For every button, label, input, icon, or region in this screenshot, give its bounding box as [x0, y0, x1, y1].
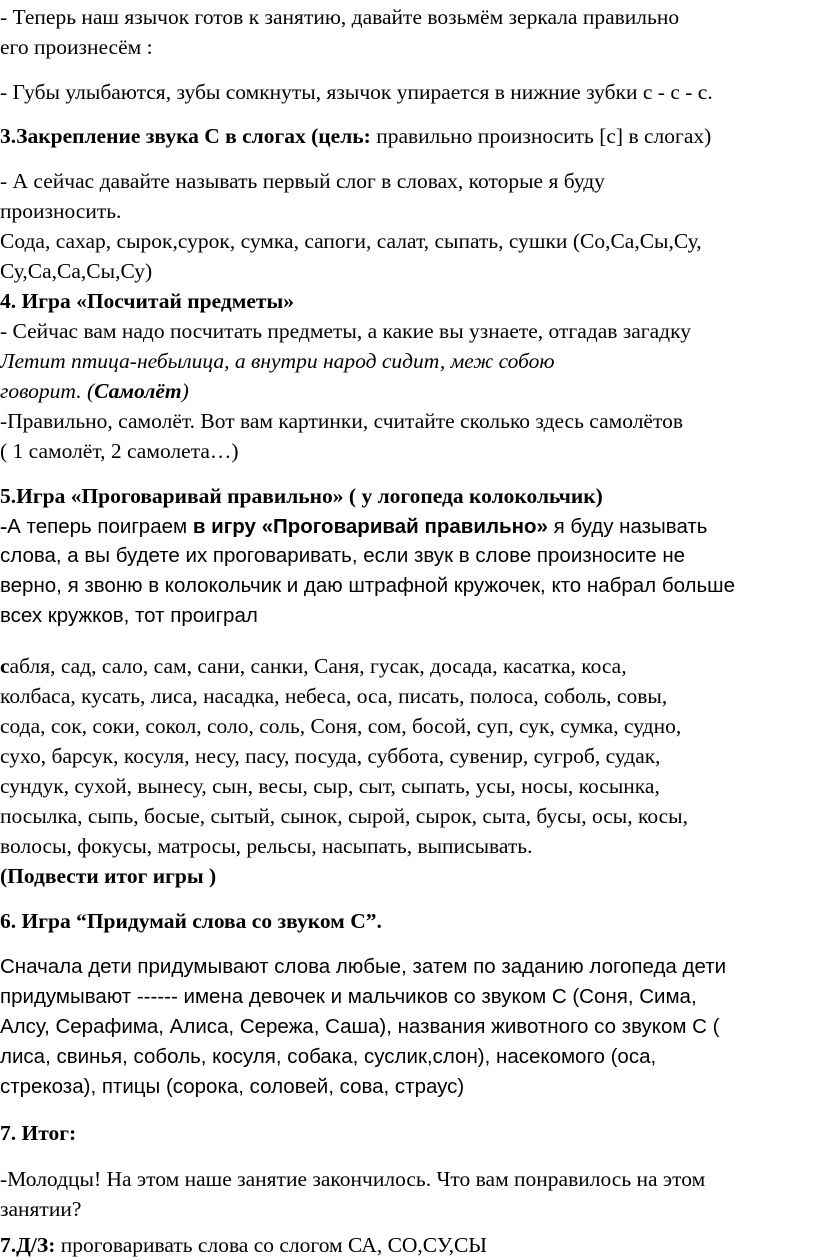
word-list-line [0, 651, 627, 681]
section-heading-4: 4. Игра «Посчитай предметы» [0, 289, 295, 313]
paragraph-line: - Теперь наш язычок готов к занятию, давайте возьмём зеркала правильно [0, 5, 680, 29]
summary-note: (Подвести итог игры ) [0, 864, 217, 888]
riddle-line [0, 376, 189, 406]
word-list-line: волосы, фокусы, матросы, рельсы, насыпать, выписывать. [0, 834, 533, 858]
text-run-bold: в игру «Проговаривай правильно» [192, 515, 548, 538]
word-list-line: сундук, сухой, вынесу, сын, весы, сыр, сыт, сыпать, усы, носы, косынка, [0, 774, 660, 798]
word-list-line: колбаса, кусать, лиса, насадка, небеса, оса, писать, полоса, соболь, совы, [0, 684, 668, 708]
dash: - [0, 514, 8, 538]
paragraph-line: лиса, свинья, соболь, косуля, собака, суслик,слон), насекомого (оса, [0, 1045, 657, 1068]
riddle-line: Летит птица-небылица, а внутри народ сидит, меж собою [0, 349, 555, 373]
word-list-line: сода, сок, соки, сокол, соло, соль, Соня, сом, босой, суп, сук, сумка, судно, [0, 714, 682, 738]
word-list-line: сухо, барсук, косуля, несу, пасу, посуда, суббота, сувенир, сугроб, судак, [0, 744, 661, 768]
homework-label: 7.Д/З: [0, 1233, 56, 1257]
section-heading-6: 6. Игра “Придумай слова со звуком С”. [0, 909, 382, 933]
homework-line [0, 1230, 487, 1260]
paragraph-line: слова, а вы будете их проговаривать, если звук в слове произносите не [0, 544, 686, 567]
paragraph-line: - Сейчас вам надо посчитать предметы, а какие вы узнаете, отгадав загадку [0, 319, 692, 343]
paragraph-line: Алсу, Серафима, Алиса, Сережа, Саша), названия животного со звуком С ( [0, 1015, 720, 1038]
paragraph-line: Су,Са,Са,Сы,Су) [0, 259, 153, 283]
paragraph-line: стрекоза), птицы (сорока, соловей, сова, страус) [0, 1075, 465, 1098]
text-run: А теперь поиграем [7, 515, 193, 538]
paragraph-line [0, 511, 707, 542]
section-heading-3 [0, 121, 711, 151]
homework-text: проговаривать слова со слогом СА, СО,СУ,СЫ [55, 1233, 488, 1257]
paragraph-line: -Молодцы! На этом наше занятие закончилось. Что вам понравилось на этом [0, 1167, 706, 1191]
heading-rest: правильно произносить [с] в слогах) [370, 124, 712, 148]
paragraph-line: - Губы улыбаются, зубы сомкнуты, язычок упирается в нижние зубки с - с - с. [0, 80, 713, 104]
section-heading-7: 7. Итог: [0, 1121, 77, 1145]
paragraph-line: Сначала дети придумывают слова любые, затем по заданию логопеда дети [0, 955, 727, 978]
paragraph-line: занятии? [0, 1197, 82, 1221]
riddle-text: говорит. ( [0, 379, 95, 403]
word-list-line: посылка, сыпь, босые, сытый, сынок, сырой, сырок, сыта, бусы, осы, косы, [0, 804, 688, 828]
paragraph-line: Сода, сахар, сырок,сурок, сумка, сапоги, салат, сыпать, сушки (Со,Са,Сы,Су, [0, 229, 702, 253]
paragraph-line: всех кружков, тот проиграл [0, 604, 258, 627]
heading-bold: 3.Закрепление звука С в слогах (цель: [0, 124, 371, 148]
paragraph-line: придумывают ------ имена девочек и мальчиков со звуком С (Соня, Сима, [0, 985, 697, 1008]
paragraph-line: верно, я звоню в колокольчик и даю штрафной кружочек, кто набрал больше [0, 574, 736, 597]
paragraph-line: -Правильно, самолёт. Вот вам картинки, считайте сколько здесь самолётов [0, 409, 683, 433]
text-run: я буду называть [547, 515, 708, 538]
word-list-text: абля, сад, сало, сам, сани, санки, Саня, гусак, досада, касатка, коса, [9, 654, 627, 678]
first-letter: с [0, 654, 10, 678]
riddle-answer: Самолёт [94, 379, 182, 403]
paragraph-line: его произнесём : [0, 35, 153, 59]
paragraph-line: ( 1 самолёт, 2 самолета…) [0, 439, 239, 463]
riddle-text: ) [181, 379, 189, 403]
paragraph-line: - А сейчас давайте называть первый слог в словах, которые я буду [0, 169, 605, 193]
paragraph-line: произносить. [0, 199, 122, 223]
section-heading-5: 5.Игра «Проговаривай правильно» ( у логопеда колокольчик) [0, 484, 603, 508]
